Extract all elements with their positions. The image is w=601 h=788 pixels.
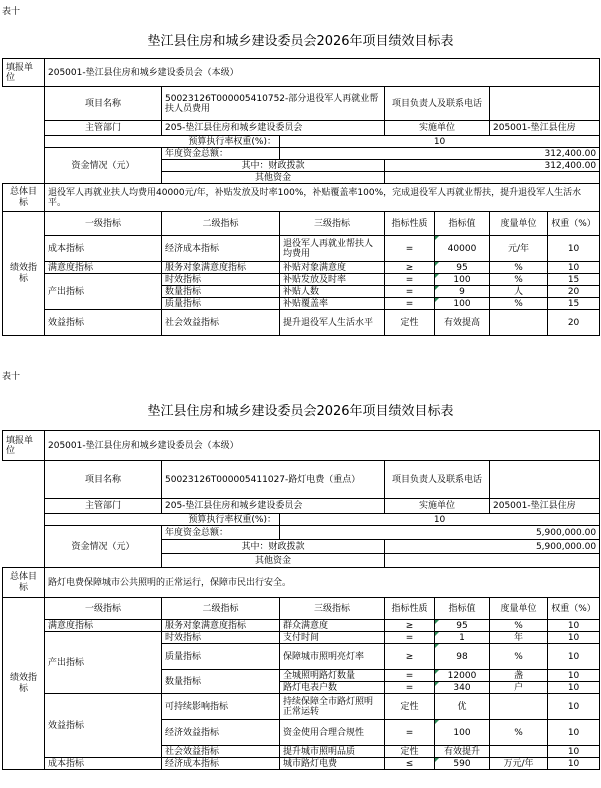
cell-l2: 时效指标 (162, 632, 280, 644)
page-title: 垫江县住房和城乡建设委员会2026年项目绩效目标表 (147, 34, 454, 49)
cell-l2: 数量指标 (162, 670, 280, 694)
cell-unit (490, 746, 548, 758)
header-l1: 一级指标 (45, 598, 162, 620)
contact-label: 项目负责人及联系电话 (385, 87, 490, 121)
header-value: 指标值 (435, 212, 490, 236)
fund-total-label: 年度资金总额： (162, 526, 280, 540)
cell-l2: 经济成本指标 (162, 236, 280, 262)
cell-l3: 城市路灯电费 (280, 758, 385, 770)
cell-weight: 10 (548, 720, 600, 746)
header-l3: 三级指标 (280, 212, 385, 236)
dept-label: 主管部门 (45, 121, 162, 136)
cell-l2: 质量指标 (162, 644, 280, 670)
header-unit: 度量单位 (490, 212, 548, 236)
table-row (3, 274, 600, 286)
impl-unit-label: 实施单位 (385, 499, 490, 514)
cell-l2: 社会效益指标 (162, 746, 280, 758)
table-row (3, 632, 600, 644)
fill-unit-label: 填报单位 (3, 431, 45, 461)
cell-l2: 社会效益指标 (162, 310, 280, 336)
cell-weight: 10 (548, 236, 600, 262)
cell-weight: 20 (548, 286, 600, 298)
cell-weight: 10 (548, 620, 600, 632)
cell-nature: ≥ (385, 262, 435, 274)
cell-unit: 年 (490, 632, 548, 644)
cell-unit: 万元/年 (490, 758, 548, 770)
cell-value: 40000 (435, 236, 490, 262)
performance-table-2 (2, 430, 600, 770)
cell-value: 340 (435, 682, 490, 694)
cell-l2: 服务对象满意度指标 (162, 262, 280, 274)
fund-other-label: 其他资金 (162, 172, 385, 184)
overall-text: 路灯电费保障城市公共照明的正常运行，保障市民出行安全。 (45, 568, 600, 598)
cell-nature: 定性 (385, 694, 435, 720)
project-name-label: 项目名称 (45, 87, 162, 121)
cell-nature: ≤ (385, 758, 435, 770)
cell-nature: = (385, 682, 435, 694)
header-value: 指标值 (435, 598, 490, 620)
cell-l1: 满意度指标 (45, 620, 162, 632)
perf-label: 绩效指标 (3, 598, 45, 770)
overall-label: 总体目标 (3, 184, 45, 212)
dept-value: 205-垫江县住房和城乡建设委员会 (162, 499, 385, 514)
cell-nature: ≥ (385, 620, 435, 632)
cell-weight: 15 (548, 298, 600, 310)
cell-weight: 20 (548, 310, 600, 336)
cell-l2: 可持续影响指标 (162, 694, 280, 720)
overall-label: 总体目标 (3, 568, 45, 598)
cell-l3: 保障城市照明亮灯率 (280, 644, 385, 670)
cell-weight: 15 (548, 274, 600, 286)
cell-l3: 全城照明路灯数量 (280, 670, 385, 682)
cell-value: 590 (435, 758, 490, 770)
cell-l3: 补贴人数 (280, 286, 385, 298)
cell-unit (490, 310, 548, 336)
cell-weight: 10 (548, 262, 600, 274)
fund-fiscal-label: 其中：财政拨款 (162, 160, 385, 172)
cell-value: 优 (435, 694, 490, 720)
cell-l1: 成本指标 (45, 758, 162, 770)
fund-total-value: 312,400.00 (280, 148, 600, 160)
cell-l1: 效益指标 (45, 694, 162, 758)
cell-weight: 10 (548, 694, 600, 720)
cell-l2: 时效指标 (162, 274, 280, 286)
cell-l2: 经济成本指标 (162, 758, 280, 770)
fund-other-value (385, 554, 600, 568)
table-label: 表十 (2, 372, 21, 382)
cell-l3: 支付时间 (280, 632, 385, 644)
table-row (3, 262, 600, 274)
project-name-value: 50023126T000005410752-部分退役军人再就业帮扶人员费用 (162, 87, 385, 121)
cell-value: 有效提升 (435, 746, 490, 758)
header-weight: 权重（%） (548, 598, 600, 620)
cell-value: 95 (435, 620, 490, 632)
cell-value: 有效提高 (435, 310, 490, 336)
fund-total-value: 5,900,000.00 (280, 526, 600, 540)
cell-unit: % (490, 720, 548, 746)
cell-weight: 10 (548, 758, 600, 770)
cell-nature: = (385, 670, 435, 682)
cell-nature: = (385, 236, 435, 262)
fund-total-label: 年度资金总额： (162, 148, 280, 160)
cell-l2: 经济效益指标 (162, 720, 280, 746)
overall-text: 退役军人再就业扶人均费用40000元/年，补贴发放及时率100%，补贴覆盖率100%，完成退役军人再就业帮扶，提升退役军人生活水平。 (45, 184, 600, 212)
cell-weight: 10 (548, 632, 600, 644)
cell-nature: = (385, 298, 435, 310)
header-nature: 指标性质 (385, 212, 435, 236)
cell-weight: 10 (548, 746, 600, 758)
cell-l1: 产出指标 (45, 274, 162, 310)
table-row (3, 236, 600, 262)
cell-value: 98 (435, 644, 490, 670)
table-row (3, 310, 600, 336)
cell-l3: 资金使用合理合规性 (280, 720, 385, 746)
cell-nature: 定性 (385, 310, 435, 336)
cell-nature: ≥ (385, 644, 435, 670)
cell-unit: 人 (490, 286, 548, 298)
cell-nature: = (385, 274, 435, 286)
cell-unit: % (490, 298, 548, 310)
impl-unit-value: 205001-垫江县住房 (490, 121, 600, 136)
fund-fiscal-value: 312,400.00 (385, 160, 600, 172)
cell-nature: = (385, 720, 435, 746)
cell-l2: 服务对象满意度指标 (162, 620, 280, 632)
cell-nature: = (385, 286, 435, 298)
header-l2: 二级指标 (162, 598, 280, 620)
table-label: 表十 (2, 7, 21, 17)
header-l1: 一级指标 (45, 212, 162, 236)
cell-l1: 效益指标 (45, 310, 162, 336)
cell-value: 95 (435, 262, 490, 274)
project-name-value: 50023126T000005411027-路灯电费（重点） (162, 461, 385, 499)
cell-value: 100 (435, 298, 490, 310)
impl-unit-label: 实施单位 (385, 121, 490, 136)
budget-weight-label: 预算执行率权重(%)： (45, 136, 280, 148)
cell-l1: 产出指标 (45, 632, 162, 694)
cell-value: 12000 (435, 670, 490, 682)
cell-l3: 群众满意度 (280, 620, 385, 632)
cell-l3: 提升城市照明品质 (280, 746, 385, 758)
cell-unit (490, 694, 548, 720)
cell-l3: 持续保障全市路灯照明正常运转 (280, 694, 385, 720)
header-unit: 度量单位 (490, 598, 548, 620)
fill-unit-label: 填报单位 (3, 59, 45, 87)
fund-other-value (385, 172, 600, 184)
cell-value: 9 (435, 286, 490, 298)
cell-l2: 质量指标 (162, 298, 280, 310)
cell-weight: 10 (548, 682, 600, 694)
cell-unit: % (490, 644, 548, 670)
fund-fiscal-label: 其中：财政拨款 (162, 540, 385, 554)
cell-l3: 补贴覆盖率 (280, 298, 385, 310)
cell-nature: 定性 (385, 746, 435, 758)
fund-label: 资金情况（元） (45, 148, 162, 184)
cell-unit: % (490, 620, 548, 632)
cell-nature: = (385, 632, 435, 644)
fund-fiscal-value: 5,900,000.00 (385, 540, 600, 554)
table-row (3, 620, 600, 632)
cell-unit: % (490, 262, 548, 274)
cell-l3: 补贴发放及时率 (280, 274, 385, 286)
cell-l3: 路灯电表户数 (280, 682, 385, 694)
cell-l2: 数量指标 (162, 286, 280, 298)
contact-label: 项目负责人及联系电话 (385, 461, 490, 499)
cell-value: 100 (435, 274, 490, 286)
cell-l3: 补贴对象满意度 (280, 262, 385, 274)
budget-weight-label: 预算执行率权重(%)： (45, 514, 280, 526)
contact-value (490, 87, 600, 121)
impl-unit-value: 205001-垫江县住房 (490, 499, 600, 514)
cell-unit: 元/年 (490, 236, 548, 262)
cell-weight: 10 (548, 670, 600, 682)
budget-weight-value: 10 (280, 514, 600, 526)
fund-label: 资金情况（元） (45, 526, 162, 568)
dept-label: 主管部门 (45, 499, 162, 514)
cell-value: 1 (435, 632, 490, 644)
cell-l3: 退役军人再就业帮扶人均费用 (280, 236, 385, 262)
header-weight: 权重（%） (548, 212, 600, 236)
contact-value (490, 461, 600, 499)
budget-weight-value: 10 (280, 136, 600, 148)
cell-unit: % (490, 274, 548, 286)
dept-value: 205-垫江县住房和城乡建设委员会 (162, 121, 385, 136)
table-row (3, 694, 600, 720)
page-title: 垫江县住房和城乡建设委员会2026年项目绩效目标表 (147, 404, 454, 419)
cell-unit: 盏 (490, 670, 548, 682)
header-l3: 三级指标 (280, 598, 385, 620)
fill-unit-value: 205001-垫江县住房和城乡建设委员会（本级） (45, 431, 600, 461)
project-name-label: 项目名称 (45, 461, 162, 499)
performance-table-1 (2, 58, 600, 336)
cell-l1: 满意度指标 (45, 262, 162, 274)
perf-label: 绩效指标 (3, 212, 45, 336)
cell-weight: 10 (548, 644, 600, 670)
cell-l3: 提升退役军人生活水平 (280, 310, 385, 336)
cell-unit: 户 (490, 682, 548, 694)
header-nature: 指标性质 (385, 598, 435, 620)
cell-value: 100 (435, 720, 490, 746)
fill-unit-value: 205001-垫江县住房和城乡建设委员会（本级） (45, 59, 600, 87)
fund-other-label: 其他资金 (162, 554, 385, 568)
table-row (3, 758, 600, 770)
header-l2: 二级指标 (162, 212, 280, 236)
cell-l1: 成本指标 (45, 236, 162, 262)
